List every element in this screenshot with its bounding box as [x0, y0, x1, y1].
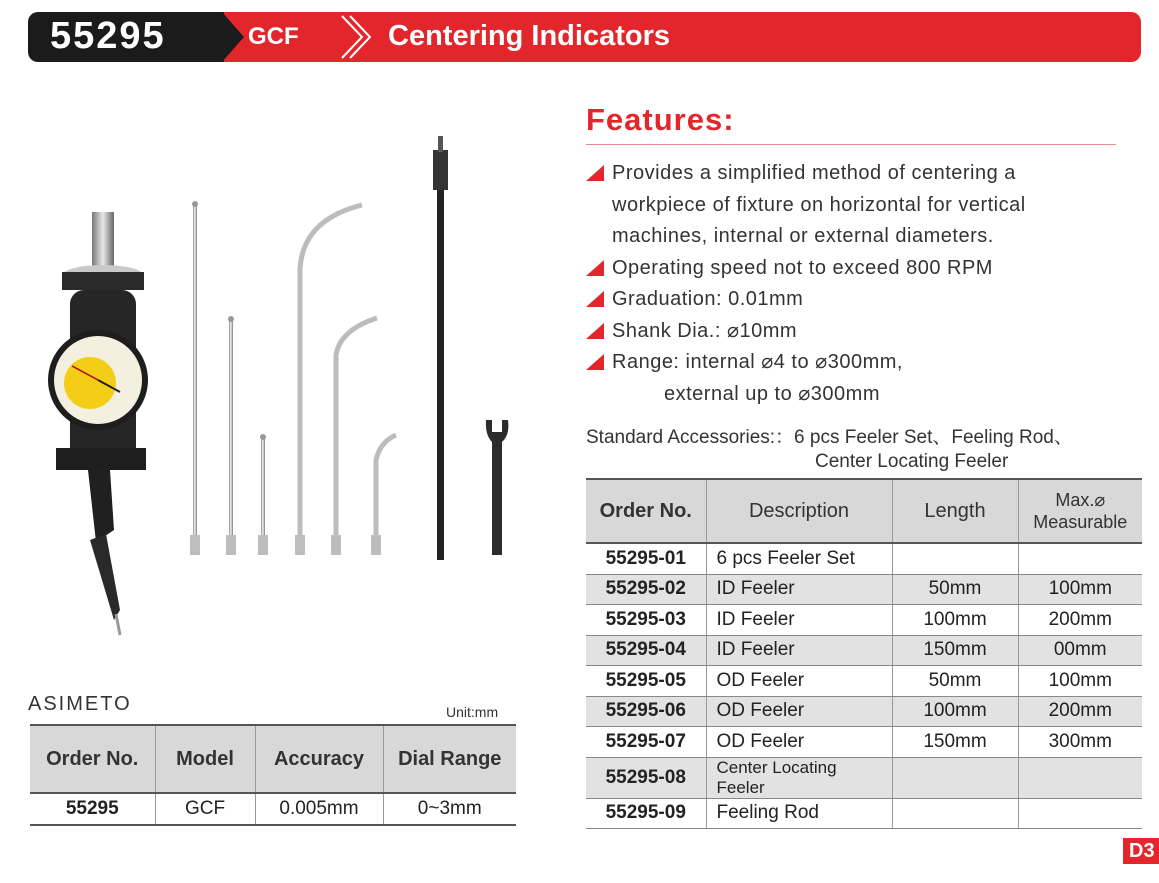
features-list — [586, 158, 1146, 410]
order-no-cell: 55295-05 — [586, 666, 706, 697]
order-no-cell: 55295-01 — [586, 543, 706, 574]
description-cell: 6 pcs Feeler Set — [706, 543, 892, 574]
standard-accessories — [586, 426, 1073, 474]
max-measurable-cell: 00mm — [1018, 635, 1142, 666]
feature-text: Graduation: 0.01mm — [612, 288, 804, 310]
column-header: Max.⌀ Measurable — [1018, 479, 1142, 543]
header-banner — [28, 12, 1141, 62]
order-no-cell: 55295-02 — [586, 574, 706, 605]
page-number-badge: D3 — [1123, 838, 1159, 864]
wrench-image — [486, 420, 509, 555]
feature-item — [586, 347, 1146, 379]
spec-table — [30, 724, 516, 826]
length-cell — [892, 798, 1018, 829]
description-cell: ID Feeler — [706, 605, 892, 636]
feature-text-cont: workpiece of fixture on horizontal for vertical — [612, 193, 1026, 216]
max-measurable-cell — [1018, 757, 1142, 798]
product-illustration — [40, 130, 560, 650]
max-measurable-cell: 100mm — [1018, 574, 1142, 605]
parts-table — [586, 478, 1142, 829]
description-cell: ID Feeler — [706, 635, 892, 666]
length-cell: 100mm — [892, 605, 1018, 636]
column-header: Dial Range — [383, 725, 516, 793]
centering-indicator-image — [48, 212, 148, 635]
red-triangle-bullet-icon — [586, 260, 604, 276]
table-row — [586, 605, 1142, 636]
table-header-row — [586, 479, 1142, 543]
table-row — [586, 574, 1142, 605]
features-heading: Features: — [586, 102, 735, 137]
description-cell: Center Locating Feeler — [706, 757, 892, 798]
model-cell: GCF — [155, 793, 255, 825]
red-triangle-bullet-icon — [586, 354, 604, 370]
accuracy-cell: 0.005mm — [255, 793, 383, 825]
features-divider — [586, 144, 1116, 145]
page-title: Centering Indicators — [388, 20, 670, 52]
max-measurable-cell: 200mm — [1018, 696, 1142, 727]
feature-text: Range: internal ⌀4 to ⌀300mm, — [612, 351, 903, 373]
column-header: Accuracy — [255, 725, 383, 793]
table-row — [586, 666, 1142, 697]
accessories-line: Center Locating Feeler — [815, 451, 1009, 472]
description-cell: Feeling Rod — [706, 798, 892, 829]
column-header: Model — [155, 725, 255, 793]
product-code: 55295 — [50, 15, 166, 57]
red-triangle-bullet-icon — [586, 323, 604, 339]
length-cell: 150mm — [892, 727, 1018, 758]
order-no-cell: 55295-07 — [586, 727, 706, 758]
length-cell: 100mm — [892, 696, 1018, 727]
table-row — [586, 727, 1142, 758]
length-cell: 150mm — [892, 635, 1018, 666]
table-row — [30, 793, 516, 825]
feature-item — [586, 253, 1146, 285]
column-header: Order No. — [30, 725, 155, 793]
length-cell: 50mm — [892, 666, 1018, 697]
chevron-right-icon — [334, 12, 374, 62]
description-cell: OD Feeler — [706, 666, 892, 697]
order-no-cell: 55295-08 — [586, 757, 706, 798]
max-measurable-cell — [1018, 543, 1142, 574]
red-triangle-bullet-icon — [586, 291, 604, 307]
length-cell: 50mm — [892, 574, 1018, 605]
dial-range-cell: 0~3mm — [383, 793, 516, 825]
feature-item — [586, 316, 1146, 348]
feature-text: Shank Dia.: ⌀10mm — [612, 319, 798, 342]
product-model: GCF — [248, 23, 299, 50]
unit-label: Unit:mm — [446, 704, 499, 720]
max-measurable-cell: 100mm — [1018, 666, 1142, 697]
order-no-cell: 55295-06 — [586, 696, 706, 727]
order-no-cell: 55295-04 — [586, 635, 706, 666]
table-header-row — [30, 725, 516, 793]
table-row — [586, 798, 1142, 829]
description-cell: OD Feeler — [706, 696, 892, 727]
red-triangle-bullet-icon — [586, 165, 604, 181]
feeler-set-image — [190, 201, 396, 555]
length-cell — [892, 543, 1018, 574]
feature-text-cont: external up to ⌀300mm — [664, 382, 880, 405]
table-row — [586, 696, 1142, 727]
column-header: Length — [892, 479, 1018, 543]
order-no-cell: 55295-09 — [586, 798, 706, 829]
column-header: Order No. — [586, 479, 706, 543]
feature-item — [586, 158, 1146, 253]
accessories-line: Standard Accessories:：6 pcs Feeler Set、Feeling Rod、 — [586, 427, 1073, 448]
feature-text-cont: machines, internal or external diameters. — [612, 225, 994, 247]
description-cell: ID Feeler — [706, 574, 892, 605]
table-row — [586, 635, 1142, 666]
table-row — [586, 543, 1142, 574]
feeling-rod-image — [433, 136, 448, 560]
feature-text: Provides a simplified method of centering a — [612, 162, 1016, 184]
description-cell: OD Feeler — [706, 727, 892, 758]
length-cell — [892, 757, 1018, 798]
feature-text: Operating speed not to exceed 800 RPM — [612, 256, 993, 279]
column-header: Description — [706, 479, 892, 543]
brand-label: ASIMETO — [28, 693, 132, 715]
max-measurable-cell — [1018, 798, 1142, 829]
order-no-cell: 55295-03 — [586, 605, 706, 636]
feature-item — [586, 284, 1146, 316]
table-row — [586, 757, 1142, 798]
max-measurable-cell: 300mm — [1018, 727, 1142, 758]
max-measurable-cell: 200mm — [1018, 605, 1142, 636]
banner-black-arrow — [222, 12, 244, 62]
order-no-cell: 55295 — [30, 793, 155, 825]
